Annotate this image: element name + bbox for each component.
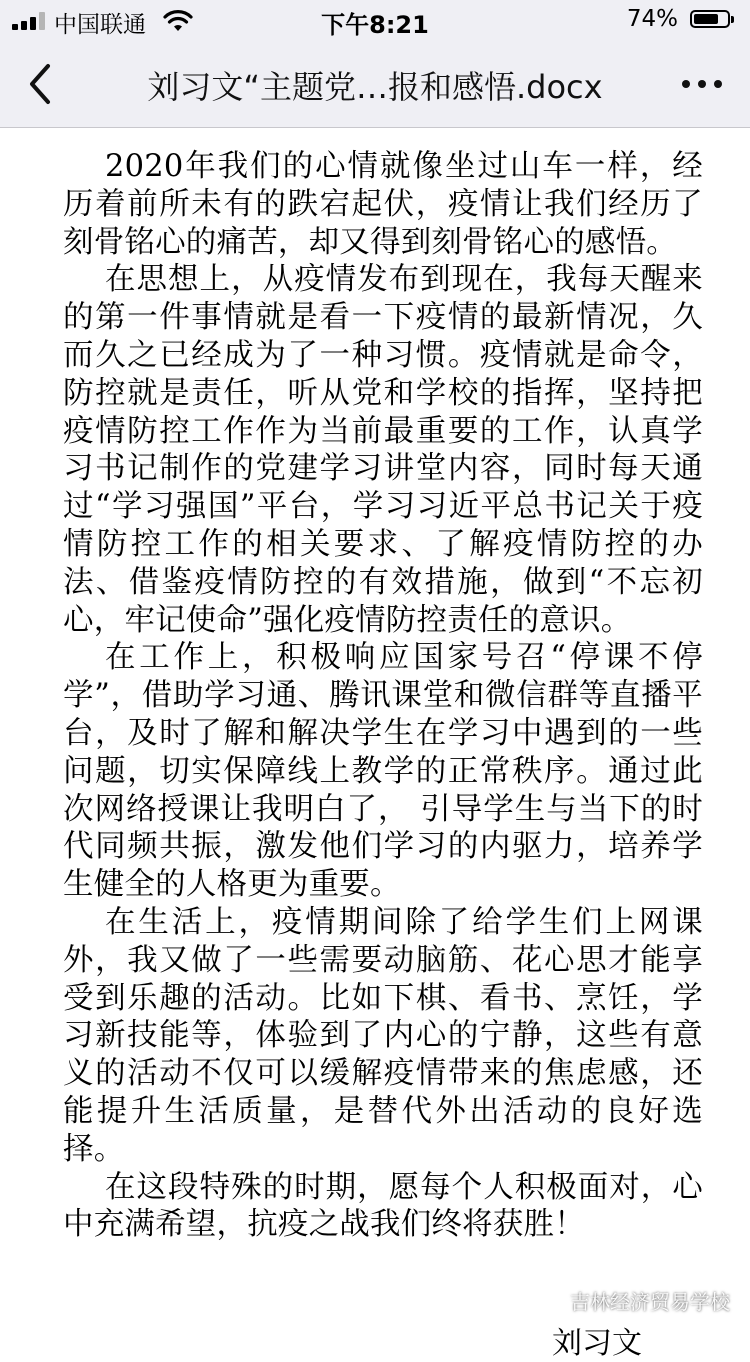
chevron-left-icon xyxy=(18,58,68,110)
paragraph-work: 在工作上，积极响应国家号召“停课不停学”，借助学习通、腾讯课堂和微信群等直播平台，及时了解和解决学生在学习中遇到的一些问题，切实保障线上教学的正常秩序。通过此次网络授课让我明白了， 引导学生与当下的时代同频共振，激发他们学习的内驱力，培养学生健全的人格更为重要。 xyxy=(63,640,703,903)
battery-percent: 74% xyxy=(626,6,678,32)
status-time: 下午8:21 xyxy=(321,11,429,39)
document-body xyxy=(63,148,703,1244)
watermark xyxy=(538,1284,730,1316)
wechat-icon xyxy=(538,1289,564,1311)
paragraph-thought: 在思想上，从疫情发布到现在，我每天醒来的第一件事情就是看一下疫情的最新情况，久而久之已经成为了一种习惯。疫情就是命令，防控就是责任，听从党和学校的指挥，坚持把疫情防控工作作为当前最重要的工作，认真学习书记制作的党建学习讲堂内容，同时每天通过“学习强国”平台，学习习近平总书记关于疫情防控工作的相关要求、了解疫情防控的办法、借鉴疫情防控的有效措施，做到“不忘初心，牢记使命”强化疫情防控责任的意识。 xyxy=(63,262,703,638)
back-button[interactable] xyxy=(18,58,68,110)
status-bar xyxy=(0,0,750,40)
signature: 刘习文 xyxy=(552,1326,642,1361)
more-button[interactable] xyxy=(678,66,728,102)
paragraph-life: 在生活上，疫情期间除了给学生们上网课外，我又做了一些需要动脑筋、花心思才能享受到乐趣的活动。比如下棋、看书、烹饪，学习新技能等，体验到了内心的宁静，这些有意义的活动不仅可以缓解疫情带来的焦虑感，还能提升生活质量，是替代外出活动的良好选择。 xyxy=(63,904,703,1167)
carrier-name: 中国联通 xyxy=(54,12,146,38)
paragraph-closing: 在这段特殊的时期，愿每个人积极面对，心中充满希望，抗疫之战我们终将获胜！ xyxy=(63,1169,703,1243)
paragraph-intro: 2020年我们的心情就像坐过山车一样，经历着前所未有的跌宕起伏，疫情让我们经历了刻骨铭心的痛苦，却又得到刻骨铭心的感悟。 xyxy=(63,149,703,260)
more-dots-icon xyxy=(682,80,690,88)
nav-bar xyxy=(0,40,750,128)
document-title: 刘习文“主题党…报和感悟.docx xyxy=(147,68,603,106)
battery-icon xyxy=(690,10,736,30)
watermark-text: 吉林经济贸易学校 xyxy=(570,1289,730,1314)
